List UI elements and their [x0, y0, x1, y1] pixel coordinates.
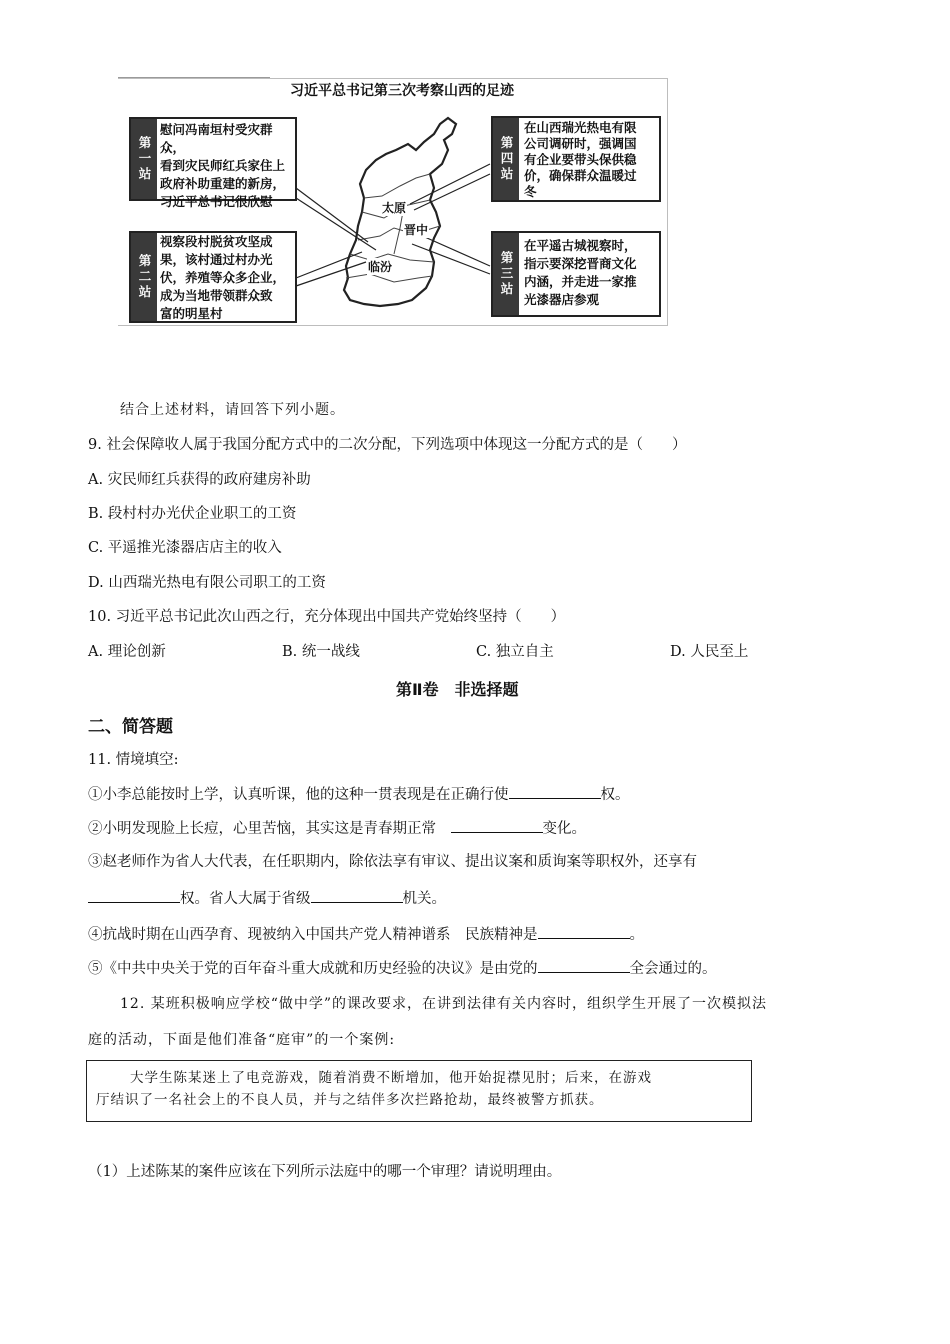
section-title: 二、简答题 [88, 717, 173, 737]
q11-item-1-text: ①小李总能按时上学，认真听课，他的这种一贯表现是在正确行使 [88, 787, 509, 803]
q11-item-4-text: ④抗战时期在山西孕育、现被纳入中国共产党人精神谱系 民族精神是 [88, 927, 538, 943]
q9-stem: 9. 社会保障收人属于我国分配方式中的二次分配，下列选项中体现这一分配方式的是（ ） [88, 437, 687, 453]
q10-option-b[interactable]: B. 统一战线 [282, 644, 360, 660]
station-2-line: 视察段村脱贫攻坚成 [160, 234, 273, 249]
station-2-text [160, 233, 285, 323]
q11-stem: 11. 情境填空: [88, 752, 179, 768]
station-3-line: 在平遥古城视察时， [524, 238, 637, 253]
station-2-label: 第二站 [131, 233, 157, 321]
station-3-box [491, 231, 661, 317]
q11-item-4-tail: 。 [629, 927, 644, 943]
station-2-line: 富的明星村 [160, 306, 223, 321]
answer-blank[interactable] [311, 888, 403, 903]
q9-option-b[interactable]: B. 段村村办光伏企业职工的工资 [88, 506, 297, 522]
connector-line-1 [296, 188, 368, 242]
q10-stem: 10. 习近平总书记此次山西之行，充分体现出中国共产党始终坚持（ ） [88, 609, 566, 625]
q9-option-d[interactable]: D. 山西瑞光热电有限公司职工的工资 [88, 575, 326, 591]
case-text-line-2: 厅结识了一名社会上的不良人员，并与之结伴多次拦路抢劫，最终被警方抓获。 [96, 1092, 604, 1108]
station-4-line: 公司调研时，强调国 [524, 136, 637, 151]
station-2-line: 果，该村通过村办光 [160, 252, 273, 267]
station-1-box [129, 117, 297, 209]
station-3-line: 内涵，并走进一家推 [524, 274, 637, 289]
q11-item-5-text: ⑤《中共中央关于党的百年奋斗重大成就和历史经验的决议》是由党的 [88, 961, 538, 977]
q12-stem-line-1: 12. 某班积极响应学校“做中学”的课改要求，在讲到法律有关内容时，组织学生开展了一次模拟法 [120, 996, 768, 1012]
q11-item-1-tail: 权。 [600, 787, 630, 803]
city-taiyuan: 太原 [382, 201, 407, 215]
station-4-text [524, 120, 637, 200]
part2-title: 第Ⅱ卷 非选择题 [396, 680, 519, 699]
answer-blank[interactable] [451, 818, 543, 833]
answer-blank[interactable] [538, 958, 630, 973]
station-1-line: 政府补助重建的新房， [160, 176, 286, 191]
station-2-line: 成为当地带领群众致 [160, 288, 273, 303]
answer-blank[interactable] [88, 888, 180, 903]
q11-item-3-tail: 机关。 [402, 891, 446, 907]
station-2-line: 伏，养殖等众多企业， [160, 270, 286, 285]
case-text-line-1: 大学生陈某迷上了电竞游戏，随着消费不断增加，他开始捉襟见肘；后来，在游戏 [130, 1070, 652, 1086]
station-3-label: 第三站 [493, 233, 519, 315]
q11-item-2-text: ②小明发现脸上长痘，心里苦恼，其实这是青春期正常 [88, 821, 451, 837]
intro-text: 结合上述材料，请回答下列小题。 [120, 402, 345, 418]
q11-item-2 [88, 818, 586, 839]
q12-subquestion-1: （1）上述陈某的案件应该在下列所示法庭中的哪一个审理？请说明理由。 [88, 1164, 562, 1180]
station-1-line: 慰问冯南垣村受灾群众， [160, 122, 273, 155]
q11-item-3-cont [88, 888, 446, 909]
q11-item-2-tail: 变化。 [542, 821, 586, 837]
q12-stem-line-2: 庭的活动，下面是他们准备“庭审”的一个案例: [88, 1032, 396, 1048]
answer-blank[interactable] [509, 784, 601, 799]
city-jinzhong: 晋中 [404, 223, 429, 237]
station-4-box [491, 116, 661, 202]
q10-option-d[interactable]: D. 人民至上 [670, 644, 749, 660]
q11-item-3: ③赵老师作为省人大代表，在任职期内，除依法享有审议、提出议案和质询案等职权外，还享有 [88, 854, 697, 870]
station-2-box [129, 231, 297, 323]
q9-option-a[interactable]: A. 灾民师红兵获得的政府建房补助 [88, 472, 311, 488]
station-3-line: 指示要深挖晋商文化 [524, 256, 637, 271]
station-1-line: 习近平总书记很欣慰 [160, 194, 273, 209]
station-4-label: 第四站 [493, 118, 519, 200]
answer-blank[interactable] [538, 924, 630, 939]
q11-item-5-tail: 全会通过的。 [629, 961, 717, 977]
figure-title: 习近平总书记第三次考察山西的足迹 [290, 83, 514, 99]
station-4-line: 价，确保群众温暖过 [524, 168, 637, 183]
city-linfen: 临汾 [368, 260, 393, 274]
q11-item-5 [88, 958, 717, 979]
q9-option-c[interactable]: C. 平遥推光漆器店店主的收入 [88, 540, 282, 556]
q10-option-c[interactable]: C. 独立自主 [476, 644, 554, 660]
station-3-text [524, 237, 637, 309]
q11-item-1 [88, 784, 630, 805]
station-4-line: 在山西瑞光热电有限 [524, 120, 637, 135]
station-1-label: 第一站 [131, 119, 157, 199]
q10-option-a[interactable]: A. 理论创新 [88, 644, 166, 660]
q11-item-3-text: 权。省人大属于省级 [180, 891, 311, 907]
station-3-line: 光漆器店参观 [524, 292, 600, 307]
station-1-line: 看到灾民师红兵家住上 [160, 158, 286, 173]
station-1-text [160, 121, 295, 211]
station-4-line: 有企业要带头保供稳 [524, 152, 637, 167]
station-4-line: 冬 [524, 184, 537, 199]
q11-item-4 [88, 924, 644, 945]
